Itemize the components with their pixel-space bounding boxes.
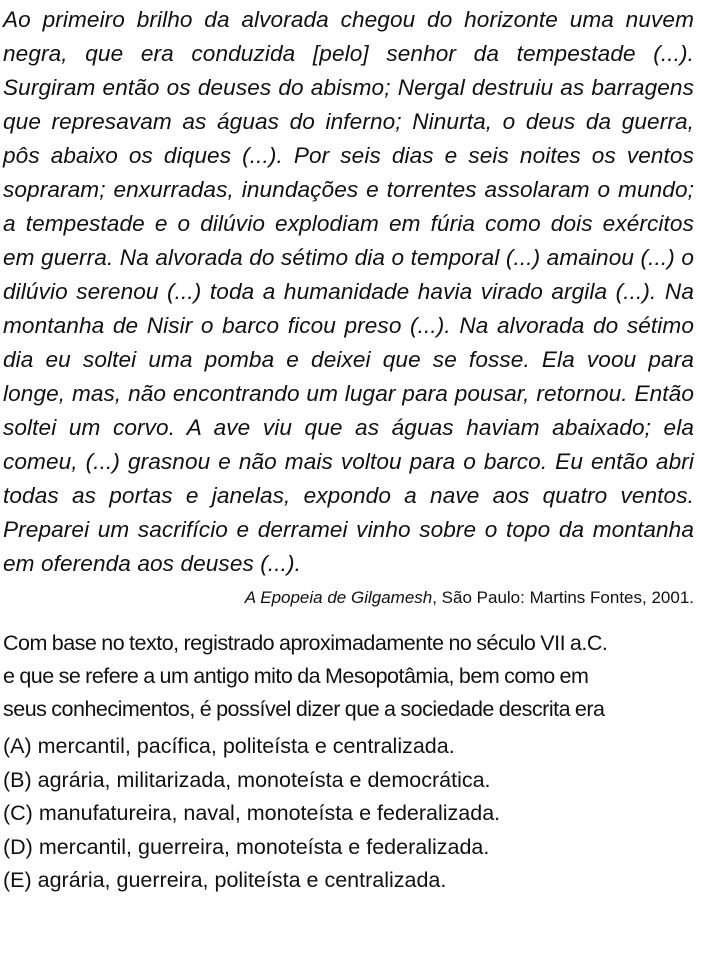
- question-line-1: Com base no texto, registrado aproximadamente no século VII a.C.: [3, 631, 608, 655]
- gilgamesh-passage: Ao primeiro brilho da alvorada chegou do horizonte uma nuvem negra, que era conduzida [pelo] senhor da tempestade (...). Surgiram então os deuses do abismo; Nergal destruiu as barragens que represavam as águas do inferno; Ninurta, o deus da guerra, pôs abaixo os diques (...). Por seis dias e seis noites os ventos sopraram; enxurradas, inundações e torrentes assolaram o mundo; a tempestade e o dilúvio explodiam em fúria como dois exércitos em guerra. Na alvorada do sétimo dia o temporal (...) amainou (...) o dilúvio serenou (...) toda a humanidade havia virado argila (...). Na montanha de Nisir o barco ficou preso (...). Na alvorada do sétimo dia eu soltei uma pomba e deixei que se fosse. Ela voou para longe, mas, não encontrando um lugar para pousar, retornou. Então soltei um corvo. A ave viu que as águas haviam abaixado; ela comeu, (...) grasnou e não mais voltou para o barco. Eu então abri todas as portas e janelas, expondo a nave aos quatro ventos. Preparei um sacrifício e derramei vinho sobre o topo da montanha em oferenda aos deuses (...).: [3, 7, 694, 576]
- citation-publisher: , São Paulo: Martins Fontes, 2001.: [432, 588, 694, 607]
- answer-options: [3, 730, 694, 898]
- option-c[interactable]: (C) manufatureira, naval, monoteísta e federalizada.: [3, 801, 501, 825]
- option-d[interactable]: (D) mercantil, guerreira, monoteísta e federalizada.: [3, 834, 490, 859]
- source-citation: [3, 587, 694, 609]
- option-b[interactable]: (B) agrária, militarizada, monoteísta e democrática.: [3, 767, 491, 792]
- citation-work-title: A Epopeia de Gilgamesh: [244, 588, 433, 607]
- option-a[interactable]: (A) mercantil, pacífica, politeísta e centralizada.: [3, 734, 455, 758]
- question-prompt: [3, 627, 694, 726]
- option-e[interactable]: (E) agrária, guerreira, politeísta e centralizada.: [3, 868, 447, 892]
- question-line-2: e que se refere a um antigo mito da Mesopotâmia, bem como em: [3, 664, 589, 688]
- question-line-3: seus conhecimentos, é possível dizer que a sociedade descrita era: [3, 697, 605, 721]
